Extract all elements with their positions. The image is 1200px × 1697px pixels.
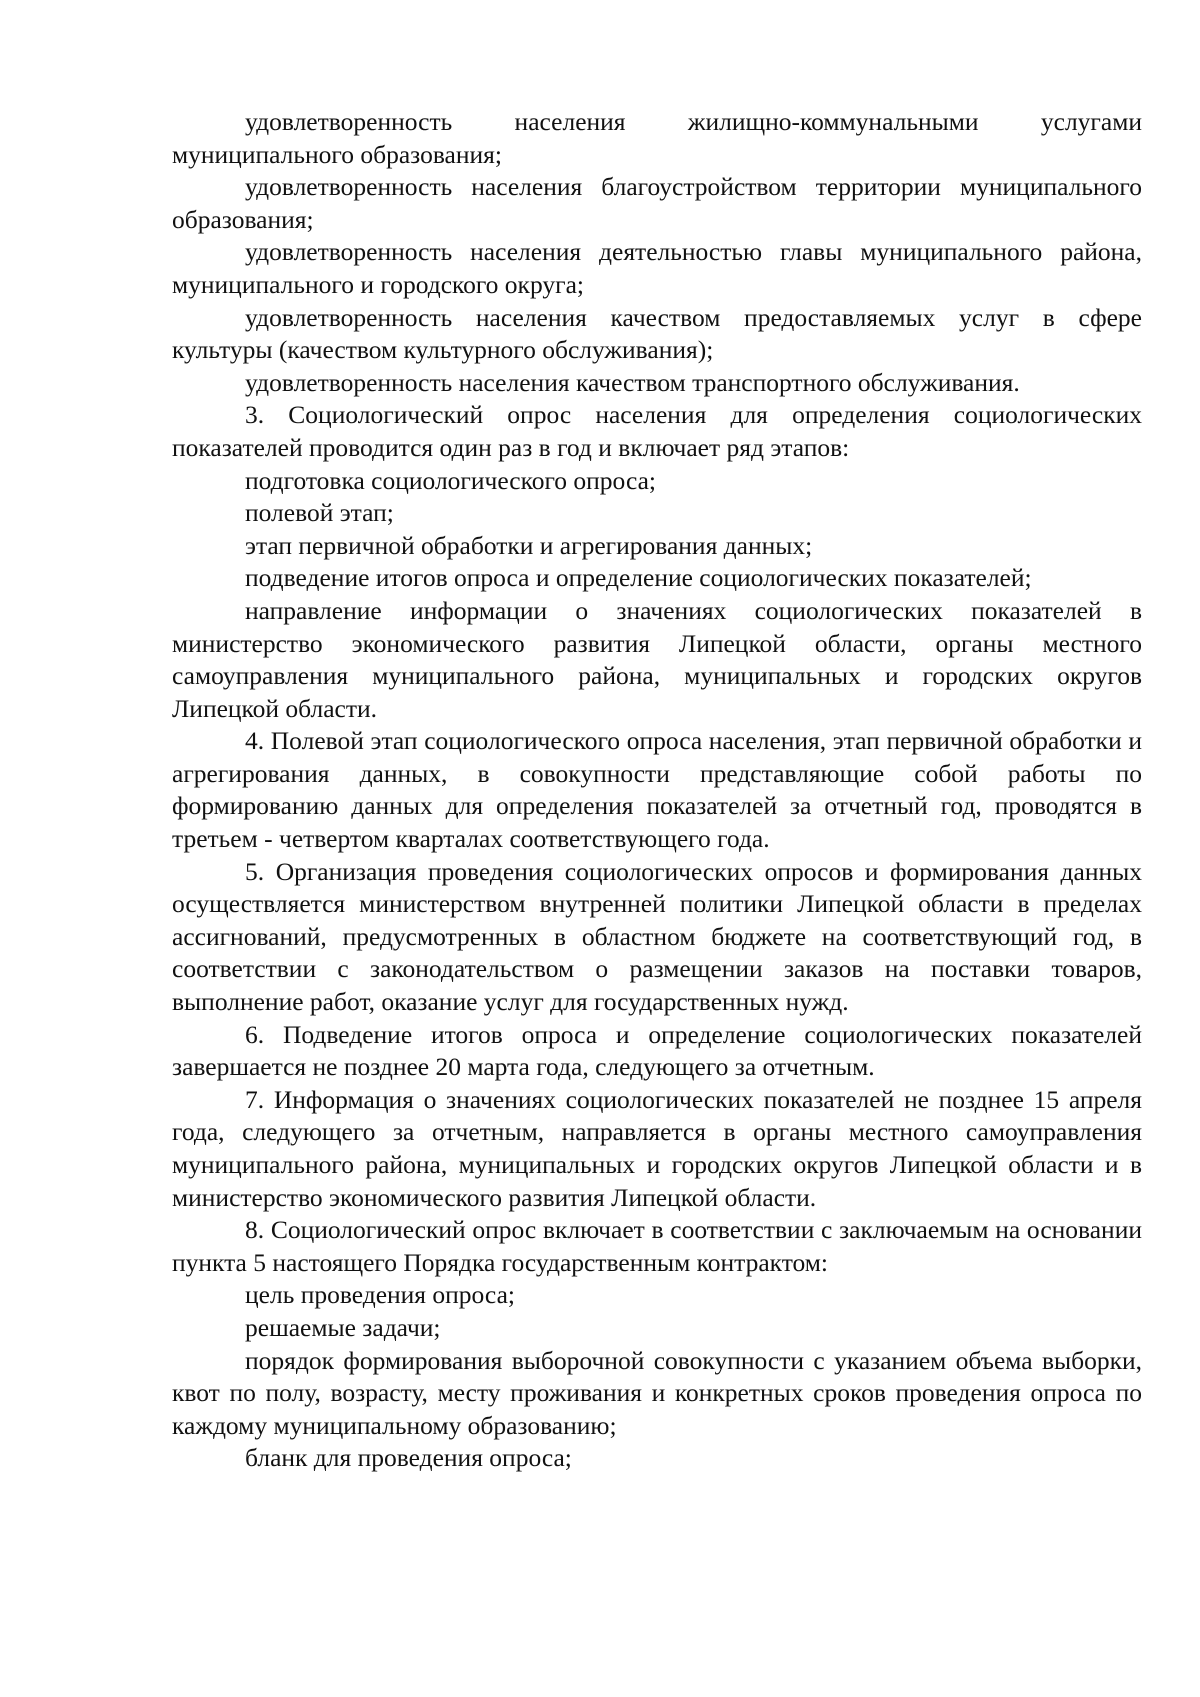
- paragraph-housing-satisfaction: удовлетворенность населения жилищно-коммунальными услугами муниципального образования;: [172, 107, 1142, 169]
- paragraph-survey-form: бланк для проведения опроса;: [245, 1443, 572, 1473]
- paragraph-stage-preparation: подготовка социологического опроса;: [245, 465, 656, 495]
- paragraph-sampling-procedure: порядок формирования выборочной совокупности с указанием объема выборки, квот по полу, возрасту, месту проживания и конкретных сроков проведения опроса по каждому муниципальному образованию;: [172, 1345, 1142, 1440]
- paragraph-clause-3: 3. Социологический опрос населения для определения социологических показателей проводится один раз в год и включает ряд этапов:: [172, 400, 1142, 462]
- paragraph-transport-satisfaction: удовлетворенность населения качеством транспортного обслуживания.: [245, 367, 1020, 397]
- paragraph-clause-5: 5. Организация проведения социологических опросов и формирования данных осуществляется министерством внутренней политики Липецкой области в пределах ассигнований, предусмотренных в областном бюджете на соответствующий год, в соответствии с законодательством о размещении заказов на поставки товаров, выполнение работ, оказание услуг для государственных нужд.: [172, 856, 1142, 1017]
- paragraph-clause-4: 4. Полевой этап социологического опроса населения, этап первичной обработки и агрегирования данных, в совокупности представляющие собой работы по формированию данных для определения показателей за отчетный год, проводятся в третьем - четвертом кварталах соответствующего года.: [172, 726, 1142, 854]
- paragraph-stage-processing: этап первичной обработки и агрегирования данных;: [245, 530, 813, 560]
- paragraph-head-activity-satisfaction: удовлетворенность населения деятельностью главы муниципального района, муниципального и городского округа;: [172, 237, 1142, 299]
- paragraph-landscaping-satisfaction: удовлетворенность населения благоустройством территории муниципального образования;: [172, 172, 1142, 234]
- paragraph-culture-satisfaction: удовлетворенность населения качеством предоставляемых услуг в сфере культуры (качеством культурного обслуживания);: [172, 302, 1142, 365]
- document-page: [172, 106, 1142, 1475]
- paragraph-stage-summary: подведение итогов опроса и определение социологических показателей;: [245, 563, 1032, 593]
- paragraph-stage-field: полевой этап;: [245, 498, 394, 528]
- paragraph-survey-goal: цель проведения опроса;: [245, 1280, 515, 1310]
- paragraph-survey-tasks: решаемые задачи;: [245, 1312, 441, 1342]
- paragraph-stage-reporting: направление информации о значениях социологических показателей в министерство экономического развития Липецкой области, органы местного самоуправления муниципального района, муниципальных и городских округов Липецкой области.: [172, 595, 1142, 723]
- paragraph-clause-8: 8. Социологический опрос включает в соответствии с заключаемым на основании пункта 5 настоящего Порядка государственным контрактом:: [172, 1215, 1142, 1277]
- paragraph-clause-6: 6. Подведение итогов опроса и определение социологических показателей завершается не позднее 20 марта года, следующего за отчетным.: [172, 1019, 1142, 1082]
- paragraph-clause-7: 7. Информация о значениях социологических показателей не позднее 15 апреля года, следующего за отчетным, направляется в органы местного самоуправления муниципального района, муниципальных и городских округов Липецкой области и в министерство экономического развития Липецкой области.: [172, 1084, 1142, 1212]
